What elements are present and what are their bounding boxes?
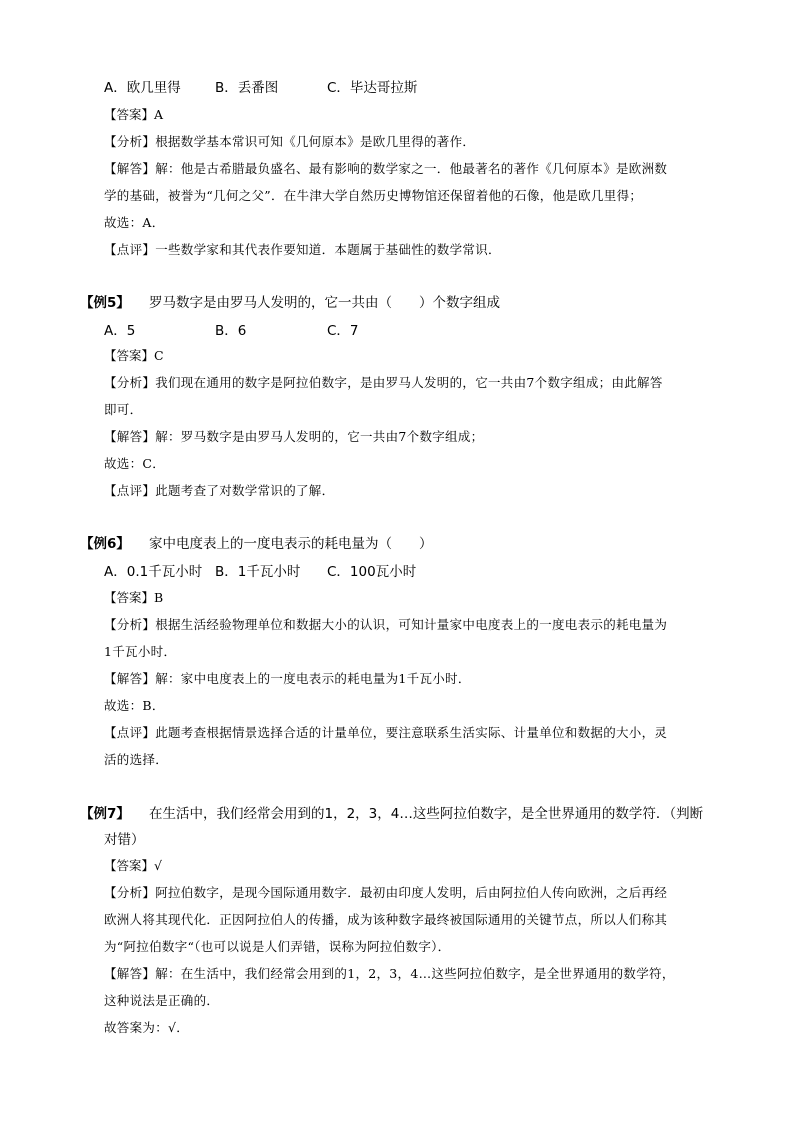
q4-solution-line-2: 学的基础，被誉为“几何之父”．在牛津大学自然历史博物馆还保留着他的石像，他是欧几里得；: [104, 188, 643, 203]
q5-analysis-line-2: 即可．: [104, 402, 143, 417]
q5-question-line: [80, 291, 500, 311]
q6-label: 【例6】: [80, 536, 130, 552]
q6-comment-line-2: 活的选择．: [104, 752, 169, 767]
q5-options: [104, 319, 359, 339]
q5-analysis-line-1: 【分析】我们现在通用的数字是阿拉伯数字，是由罗马人发明的，它一共由7个数字组成；由此解答: [104, 375, 663, 390]
q7-analysis-line-1: 【分析】阿拉伯数字，是现今国际通用数字．最初由印度人发明，后由阿拉伯人传向欧洲，之后再经: [104, 885, 668, 900]
q6-comment-line-1: 【点评】此题考查根据情景选择合适的计量单位，要注意联系生活实际、计量单位和数据的大小，灵: [104, 725, 668, 740]
q4-answer: 【答案】A: [104, 107, 164, 122]
q6-answer: 【答案】B: [104, 590, 164, 605]
q6-question-line: [80, 532, 433, 552]
q5-option-b: B．6: [215, 323, 247, 339]
q6-solution: 【解答】解：家中电度表上的一度电表示的耗电量为1千瓦小时．: [104, 671, 471, 686]
q6-option-c: C．100瓦小时: [327, 564, 417, 580]
q7-question-1: 在生活中，我们经常会用到的1，2，3，4…这些阿拉伯数字，是全世界通用的数学符．（判断: [149, 806, 704, 822]
q5-label: 【例5】: [80, 295, 130, 311]
q7-final-answer: 故答案为：√．: [104, 1020, 190, 1035]
q7-solution-line-2: 这种说法是正确的．: [104, 993, 220, 1008]
q5-answer: 【答案】C: [104, 348, 164, 363]
q6-analysis-line-1: 【分析】根据生活经验物理单位和数据大小的认识，可知计量家中电度表上的一度电表示的耗电量为: [104, 617, 668, 632]
q4-options: [104, 76, 417, 96]
q5-choice: 故选：C．: [104, 456, 166, 471]
q7-label: 【例7】: [80, 806, 130, 822]
q6-option-b: B．1千瓦小时: [215, 564, 301, 580]
q5-option-a: A．5: [104, 323, 136, 339]
q6-option-a: A．0.1千瓦小时: [104, 564, 203, 580]
q5-solution: 【解答】解：罗马数字是由罗马人发明的，它一共由7个数字组成；: [104, 429, 484, 444]
q6-question: 家中电度表上的一度电表示的耗电量为（ ）: [149, 536, 433, 552]
q7-question-line-1: [80, 802, 703, 822]
q4-analysis: 【分析】根据数学基本常识可知《几何原本》是欧几里得的著作．: [104, 134, 476, 149]
q4-option-b: B．丢番图: [215, 80, 279, 96]
q5-question: 罗马数字是由罗马人发明的，它一共由（ ）个数字组成: [149, 295, 500, 311]
q7-analysis-line-2: 欧洲人将其现代化．正因阿拉伯人的传播，成为该种数字最终被国际通用的关键节点，所以人们称其: [104, 912, 668, 927]
q7-answer: 【答案】√: [104, 858, 162, 873]
q5-comment: 【点评】此题考查了对数学常识的了解．: [104, 483, 335, 498]
q4-solution-line-1: 【解答】解：他是古希腊最负盛名、最有影响的数学家之一．他最著名的著作《几何原本》是欧洲数: [104, 161, 668, 176]
q4-comment: 【点评】一些数学家和其代表作要知道．本题属于基础性的数学常识．: [104, 242, 501, 257]
q7-solution-line-1: 【解答】解：在生活中，我们经常会用到的1，2，3，4…这些阿拉伯数字，是全世界通用的数学符，: [104, 966, 675, 981]
q7-analysis-line-3: 为“阿拉伯数字“（也可以说是人们弄错，误称为阿拉伯数字）．: [104, 939, 451, 954]
q4-choice: 故选：A．: [104, 215, 165, 230]
q4-option-c: C．毕达哥拉斯: [327, 80, 418, 96]
q5-option-c: C．7: [327, 323, 359, 339]
q7-question-line-2: 对错）: [104, 832, 145, 848]
q6-choice: 故选：B．: [104, 698, 165, 713]
q6-options: [104, 560, 416, 580]
q6-analysis-line-2: 1千瓦小时．: [104, 644, 177, 659]
q4-option-a: A．欧几里得: [104, 80, 181, 96]
